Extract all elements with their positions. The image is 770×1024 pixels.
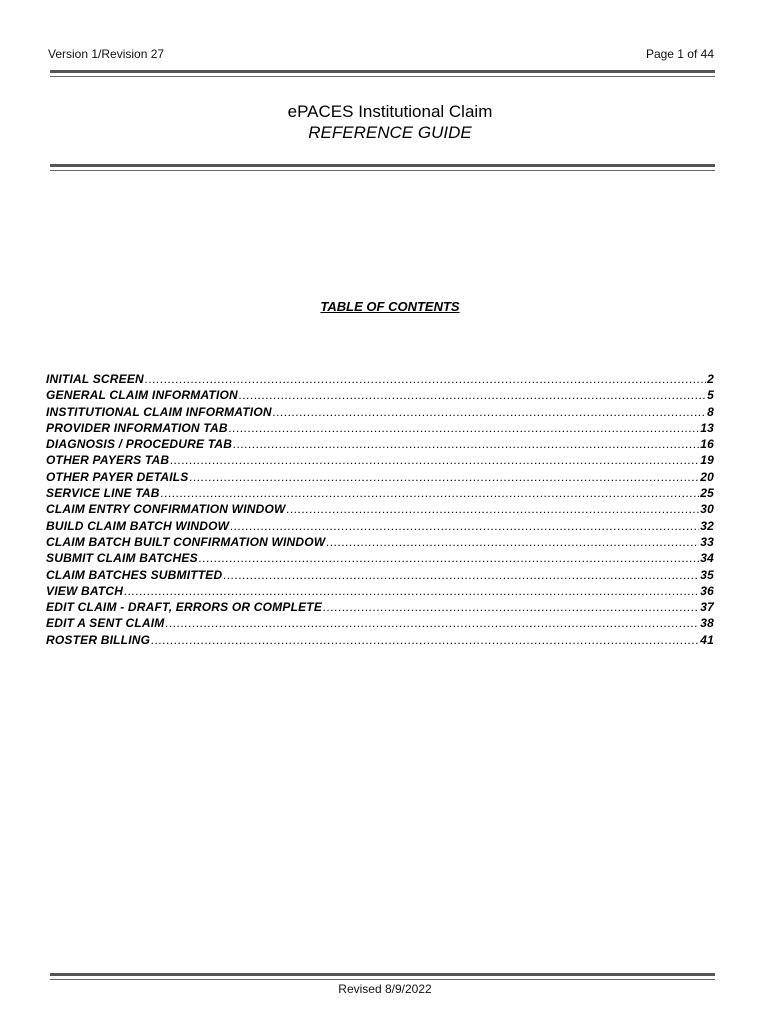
- toc-entry[interactable]: [46, 453, 714, 469]
- toc-entry-page: 38: [700, 616, 714, 631]
- toc-entry-label: BUILD CLAIM BATCH WINDOW: [46, 518, 230, 533]
- toc-entry-label: ROSTER BILLING: [46, 632, 151, 647]
- toc-entry[interactable]: [46, 470, 714, 486]
- toc-entry-page: 35: [700, 567, 714, 582]
- toc-entry[interactable]: [46, 519, 714, 535]
- toc-leader-dots: [199, 551, 699, 565]
- toc-leader-dots: [151, 633, 699, 647]
- toc-entry-page: 34: [700, 551, 714, 566]
- toc-entry-label: GENERAL CLAIM INFORMATION: [46, 388, 238, 403]
- toc-entry-label: EDIT CLAIM - DRAFT, ERRORS OR COMPLETE: [46, 600, 323, 615]
- toc-entry-label: SUBMIT CLAIM BATCHES: [46, 551, 198, 566]
- toc-entry-page: 8: [707, 404, 714, 419]
- toc-leader-dots: [189, 470, 699, 484]
- toc-entry[interactable]: [46, 600, 714, 616]
- footer-divider: [50, 973, 715, 980]
- toc-list: [46, 372, 714, 649]
- toc-entry[interactable]: [46, 616, 714, 632]
- toc-entry-label: INITIAL SCREEN: [46, 372, 144, 386]
- toc-entry[interactable]: [46, 388, 714, 404]
- toc-entry-page: 36: [700, 583, 714, 598]
- toc-entry[interactable]: [46, 535, 714, 551]
- document-title: [0, 101, 770, 143]
- toc-entry[interactable]: [46, 633, 714, 649]
- toc-leader-dots: [145, 372, 706, 386]
- toc-leader-dots: [230, 519, 699, 533]
- toc-entry-page: 13: [700, 420, 714, 435]
- toc-leader-dots: [124, 584, 699, 598]
- toc-leader-dots: [287, 502, 700, 516]
- toc-entry[interactable]: [46, 568, 714, 584]
- toc-leader-dots: [323, 600, 699, 614]
- toc-entry-label: OTHER PAYER DETAILS: [46, 469, 189, 484]
- toc-entry-label: CLAIM BATCHES SUBMITTED: [46, 567, 223, 582]
- toc-entry-label: PROVIDER INFORMATION TAB: [46, 420, 228, 435]
- toc-entry-label: INSTITUTIONAL CLAIM INFORMATION: [46, 404, 272, 419]
- toc-entry-page: 25: [700, 486, 714, 501]
- toc-entry[interactable]: [46, 405, 714, 421]
- toc-entry-page: 33: [700, 534, 714, 549]
- toc-entry-label: OTHER PAYERS TAB: [46, 453, 170, 468]
- toc-leader-dots: [239, 388, 706, 402]
- toc-leader-dots: [273, 405, 706, 419]
- page-number: Page 1 of 44: [645, 47, 714, 61]
- toc-entry[interactable]: [46, 437, 714, 453]
- toc-entry-label: VIEW BATCH: [46, 583, 124, 598]
- toc-entry[interactable]: [46, 372, 714, 388]
- toc-entry-page: 19: [700, 453, 714, 468]
- toc-entry[interactable]: [46, 486, 714, 502]
- toc-entry[interactable]: [46, 584, 714, 600]
- toc-entry-page: 2: [707, 372, 714, 386]
- title-line-2: REFERENCE GUIDE: [308, 123, 472, 142]
- toc-heading: TABLE OF CONTENTS: [320, 299, 460, 314]
- toc-leader-dots: [166, 616, 700, 630]
- toc-entry-label: CLAIM ENTRY CONFIRMATION WINDOW: [46, 502, 286, 517]
- title-line-1: ePACES Institutional Claim: [287, 102, 493, 121]
- toc-entry-page: 20: [700, 469, 714, 484]
- toc-entry-page: 30: [700, 502, 714, 517]
- toc-leader-dots: [223, 568, 699, 582]
- toc-leader-dots: [229, 421, 700, 435]
- toc-leader-dots: [161, 486, 700, 500]
- toc-entry-label: EDIT A SENT CLAIM: [46, 616, 165, 631]
- toc-entry-page: 37: [700, 600, 714, 615]
- toc-entry-label: SERVICE LINE TAB: [46, 486, 160, 501]
- toc-entry-label: DIAGNOSIS / PROCEDURE TAB: [46, 437, 233, 452]
- version-label: Version 1/Revision 27: [48, 47, 165, 61]
- header-divider: [50, 70, 715, 77]
- toc-entry-page: 32: [700, 518, 714, 533]
- revised-date: Revised 8/9/2022: [338, 982, 432, 996]
- toc-entry[interactable]: [46, 502, 714, 518]
- toc-leader-dots: [233, 437, 699, 451]
- title-divider: [50, 164, 715, 171]
- toc-entry[interactable]: [46, 421, 714, 437]
- toc-entry-page: 16: [700, 437, 714, 452]
- toc-entry[interactable]: [46, 551, 714, 567]
- toc-leader-dots: [170, 453, 699, 467]
- toc-leader-dots: [326, 535, 699, 549]
- toc-entry-page: 5: [707, 388, 714, 403]
- toc-entry-page: 41: [700, 632, 714, 647]
- toc-entry-label: CLAIM BATCH BUILT CONFIRMATION WINDOW: [46, 534, 326, 549]
